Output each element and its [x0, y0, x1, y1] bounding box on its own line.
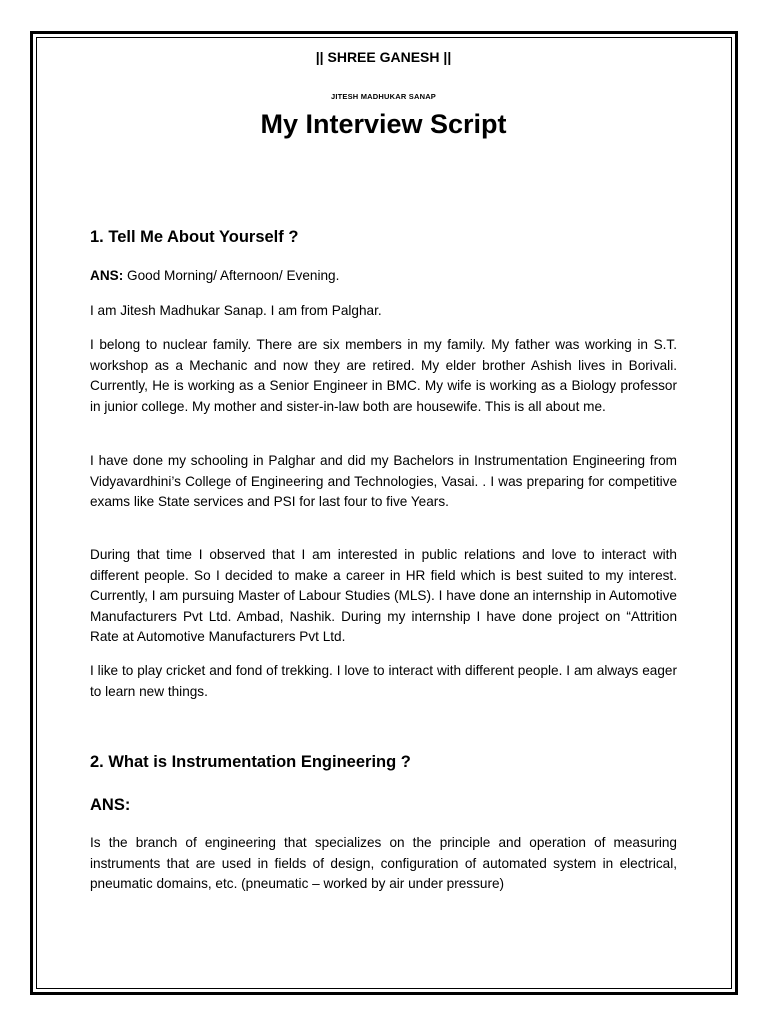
answer-greeting: Good Morning/ Afternoon/ Evening. — [127, 268, 340, 283]
blessing-header: || SHREE GANESH || — [315, 49, 452, 65]
page-title: My Interview Script — [260, 109, 507, 139]
question-1-paragraph: I have done my schooling in Palghar and did my Bachelors in Instrumentation Engineering from Vidyavardhini’s College of Engineering and Technologies, Vasai. . I was preparing for competitive exams like State services and PSI for last four to five Years. — [90, 453, 677, 510]
question-1-answer-line — [90, 266, 677, 287]
author-name: JITESH MADHUKAR SANAP — [330, 92, 437, 101]
question-1-paragraph: During that time I observed that I am interested in public relations and love to interact with different people. So I decided to make a career in HR field which is best suited to my interest. Currently, I am pursuing Master of Labour Studies (MLS). I have done an internship in Automotive Manufacturers Pvt Ltd. Ambad, Nashik. During my internship I have done project on “Attrition Rate at Automotive Manufacturers Pvt Ltd. — [90, 547, 677, 645]
answer-label: ANS: — [90, 268, 124, 283]
question-1-heading: 1. Tell Me About Yourself ? — [90, 228, 299, 246]
question-2-heading: 2. What is Instrumentation Engineering ? — [90, 753, 411, 771]
question-1-paragraph: I like to play cricket and fond of trekking. I love to interact with different people. I am always eager to learn new things. — [90, 663, 677, 699]
question-2-answer-label: ANS: — [90, 796, 131, 814]
question-2-paragraph: Is the branch of engineering that specializes on the principle and operation of measuring instruments that are used in fields of design, configuration of automated system in electrical, pneumatic domains, etc. (pneumatic – worked by air under pressure) — [90, 835, 677, 892]
question-1-paragraph: I am Jitesh Madhukar Sanap. I am from Palghar. — [90, 303, 382, 318]
question-1-paragraph: I belong to nuclear family. There are six members in my family. My father was working in S.T. workshop as a Mechanic and now they are retired. My elder brother Ashish lives in Borivali. Currently, He is working as a Senior Engineer in BMC. My wife is working as a Biology professor in junior college. My mother and sister-in-law both are housewife. This is all about me. — [90, 337, 677, 414]
